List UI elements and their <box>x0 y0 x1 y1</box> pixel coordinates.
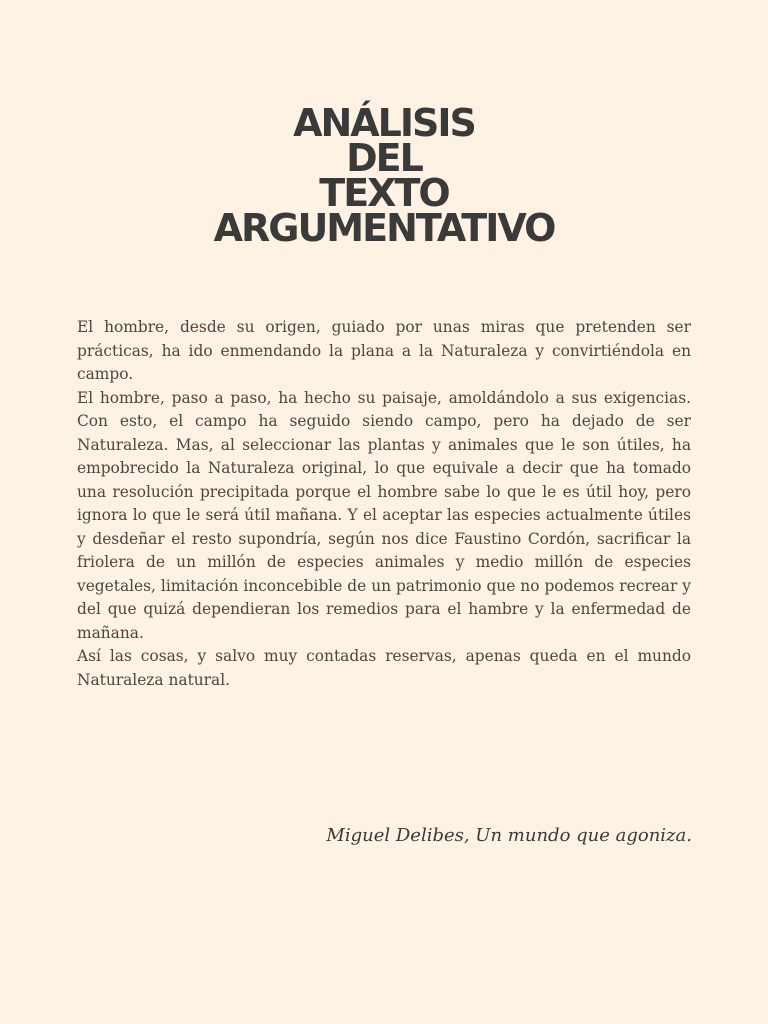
title-line-2: DEL <box>346 136 422 180</box>
attribution: Miguel Delibes, Un mundo que agoniza. <box>326 825 692 846</box>
title-line-4: ARGUMENTATIVO <box>213 206 555 250</box>
paragraph-3: Así las cosas, y salvo muy contadas reservas, apenas queda en el mundo Naturaleza natural. <box>77 647 691 689</box>
title-line-1: ANÁLISIS <box>293 101 475 145</box>
paragraph-2: El hombre, paso a paso, ha hecho su paisaje, amoldándolo a sus exigencias. Con esto, el campo ha seguido siendo campo, pero ha dejado de ser Naturaleza. Mas, al seleccionar las plantas y animales que le son útiles, ha empobrecido la Naturaleza original, lo que equivale a decir que ha tomado una resolución precipitada porque el hombre sabe lo que le es útil hoy, pero ignora lo que le será útil mañana. Y el aceptar las especies actualmente útiles y desdeñar el resto supondría, según nos dice Faustino Cordón, sacrificar la friolera de un millón de especies animales y medio millón de especies vegetales, limitación inconcebible de un patrimonio que no podemos recrear y del que quizá dependieran los remedios para el hambre y la enfermedad de mañana. <box>77 388 691 642</box>
paragraph-1: El hombre, desde su origen, guiado por unas miras que pretenden ser prácticas, ha ido enmendando la plana a la Naturaleza y convirtiéndola en campo. <box>77 318 691 383</box>
title-line-3: TEXTO <box>319 171 449 215</box>
argumentative-text <box>77 316 691 692</box>
document-title <box>0 101 768 250</box>
